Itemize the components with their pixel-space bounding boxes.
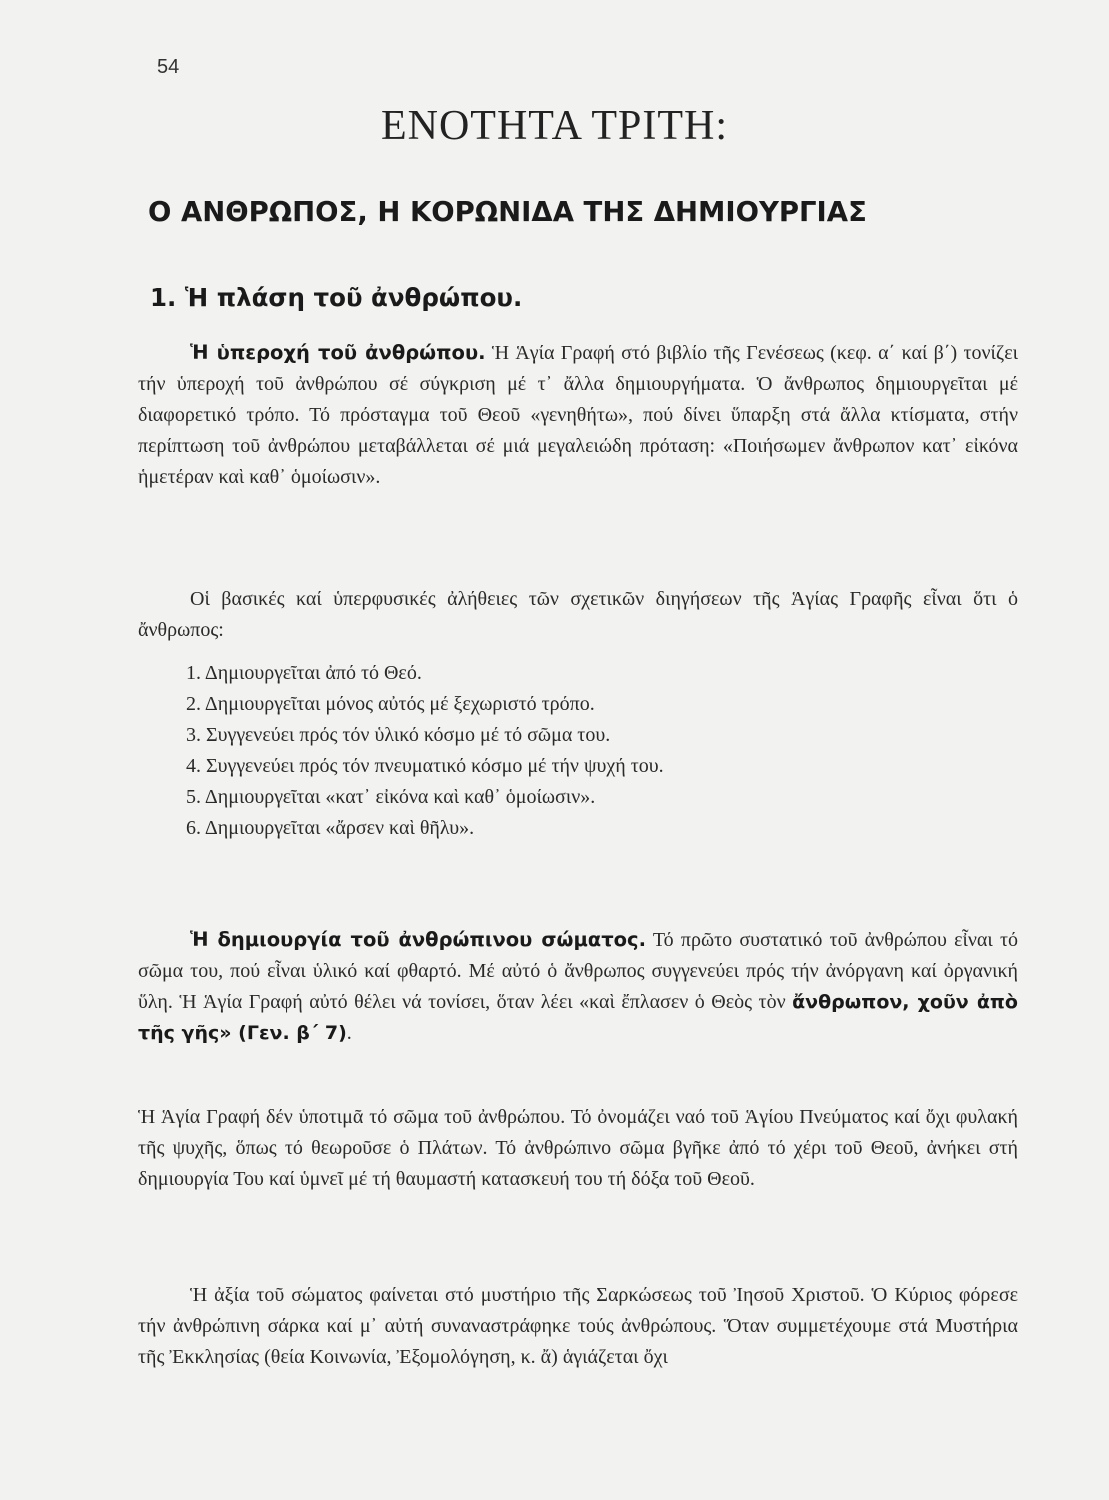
paragraph-superiority	[138, 337, 1018, 493]
list-item: 2. Δημιουργεῖται μόνος αὐτός μέ ξεχωριστό τρόπο.	[186, 693, 595, 715]
paragraph: Οἱ βασικές καί ὑπερφυσικές ἀλήθειες τῶν σχετικῶν διηγήσεων τῆς Ἁγίας Γραφῆς εἶναι ὅτι ὁ ἄνθρωπος:	[138, 588, 1018, 641]
subsection-title: 1. Ἡ πλάση τοῦ ἀνθρώπου.	[150, 283, 523, 312]
section-label: ΕΝΟΤΗΤΑ ΤΡΙΤΗ:	[380, 103, 728, 149]
list-item: 6. Δημιουργεῖται «ἄρσεν καὶ θῆλυ».	[186, 817, 475, 839]
chapter-title: Ο ΑΝΘΡΩΠΟΣ, Η ΚΟΡΩΝΙΔΑ ΤΗΣ ΔΗΜΙΟΥΡΓΙΑΣ	[148, 196, 867, 228]
list-item: 1. Δημιουργεῖται ἀπό τό Θεό.	[186, 662, 422, 684]
paragraph-lead: Ἡ δημιουργία τοῦ ἀνθρώπινου σώματος.	[190, 928, 647, 951]
paragraph: Ἡ ἀξία τοῦ σώματος φαίνεται στό μυστήριο τῆς Σαρκώσεως τοῦ Ἰησοῦ Χριστοῦ. Ὁ Κύριος φόρεσε τήν ἀνθρώπινη σάρκα καί μ᾿ αὐτή συναναστράφηκε τούς ἀνθρώπους. Ὅταν συμμετέχουμε στά Μυστήρια τῆς Ἐκκλησίας (θεία Κοινωνία, Ἐξομολόγηση, κ. ἄ) ἁγιάζεται ὄχι	[138, 1284, 1018, 1368]
paragraph	[138, 924, 1018, 1049]
paragraph-incarnation	[138, 1280, 1018, 1373]
paragraph: Ἡ Ἁγία Γραφή δέν ὑποτιμᾶ τό σῶμα τοῦ ἀνθρώπου. Τό ὀνομάζει ναό τοῦ Ἁγίου Πνεύματος καί ὄχι φυλακή τῆς ψυχῆς, ὅπως τό θεωροῦσε ὁ Πλάτων. Τό ἀνθρώπινο σῶμα βγῆκε ἀπό τό χέρι τοῦ Θεοῦ, ἀνήκει στή δημιουργία Του καί ὑμνεῖ μέ τή θαυμαστή κατασκευή του τή δόξα τοῦ Θεοῦ.	[138, 1106, 1018, 1190]
paragraph-body-value	[138, 1102, 1018, 1195]
scripture-quote: ἄνθρωπον, χοῦν ἀπὸ τῆς γῆς» (Γεν. β΄ 7)	[138, 991, 1018, 1044]
paragraph-list-intro	[138, 584, 1018, 646]
page-number: 54	[157, 56, 180, 78]
paragraph-text-end: .	[346, 1022, 352, 1044]
paragraph-text: Τό πρῶτο συστατικό τοῦ ἀνθρώπου εἶναι τό σῶμα του, πού εἶναι ὑλικό καί φθαρτό. Μέ αὐτό ὁ ἄνθρωπος συγγενεύει πρός τήν ἀνόργανη καί ὀργανική ὕλη. Ἡ Ἁγία Γραφή αὐτό θέλει νά τονίσει, ὅταν λέει «καὶ ἔπλασεν ὁ Θεὸς τὸν	[138, 929, 1018, 1013]
paragraph	[138, 337, 1018, 493]
list-item: 5. Δημιουργεῖται «κατ᾿ εἰκόνα καὶ καθ᾿ ὁμοίωσιν».	[186, 786, 596, 808]
paragraph-lead: Ἡ ὑπεροχή τοῦ ἀνθρώπου.	[190, 341, 486, 364]
list-item: 4. Συγγενεύει πρός τόν πνευματικό κόσμο μέ τήν ψυχή του.	[186, 755, 664, 777]
paragraph-text: Ἡ Ἁγία Γραφή στό βιβλίο τῆς Γενέσεως (κεφ. α΄ καί β΄) τονίζει τήν ὑπεροχή τοῦ ἀνθρώπου σέ σύγκριση μέ τ᾿ ἄλλα δημιουργήματα. Ὁ ἄνθρωπος δημιουργεῖται μέ διαφορετικό τρόπο. Τό πρόσταγμα τοῦ Θεοῦ «γενηθήτω», πού δίνει ὕπαρξη στά ἄλλα κτίσματα, στήν περίπτωση τοῦ ἀνθρώπου μεταβάλλεται σέ μιά μεγαλειώδη πρόταση: «Ποιήσωμεν ἄνθρωπον κατ᾿ εἰκόνα ἡμετέραν καὶ καθ᾿ ὁμοίωσιν».	[138, 342, 1018, 488]
truths-list	[186, 658, 664, 844]
paragraph-body-creation	[138, 924, 1018, 1049]
list-item: 3. Συγγενεύει πρός τόν ὑλικό κόσμο μέ τό σῶμα του.	[186, 724, 611, 746]
